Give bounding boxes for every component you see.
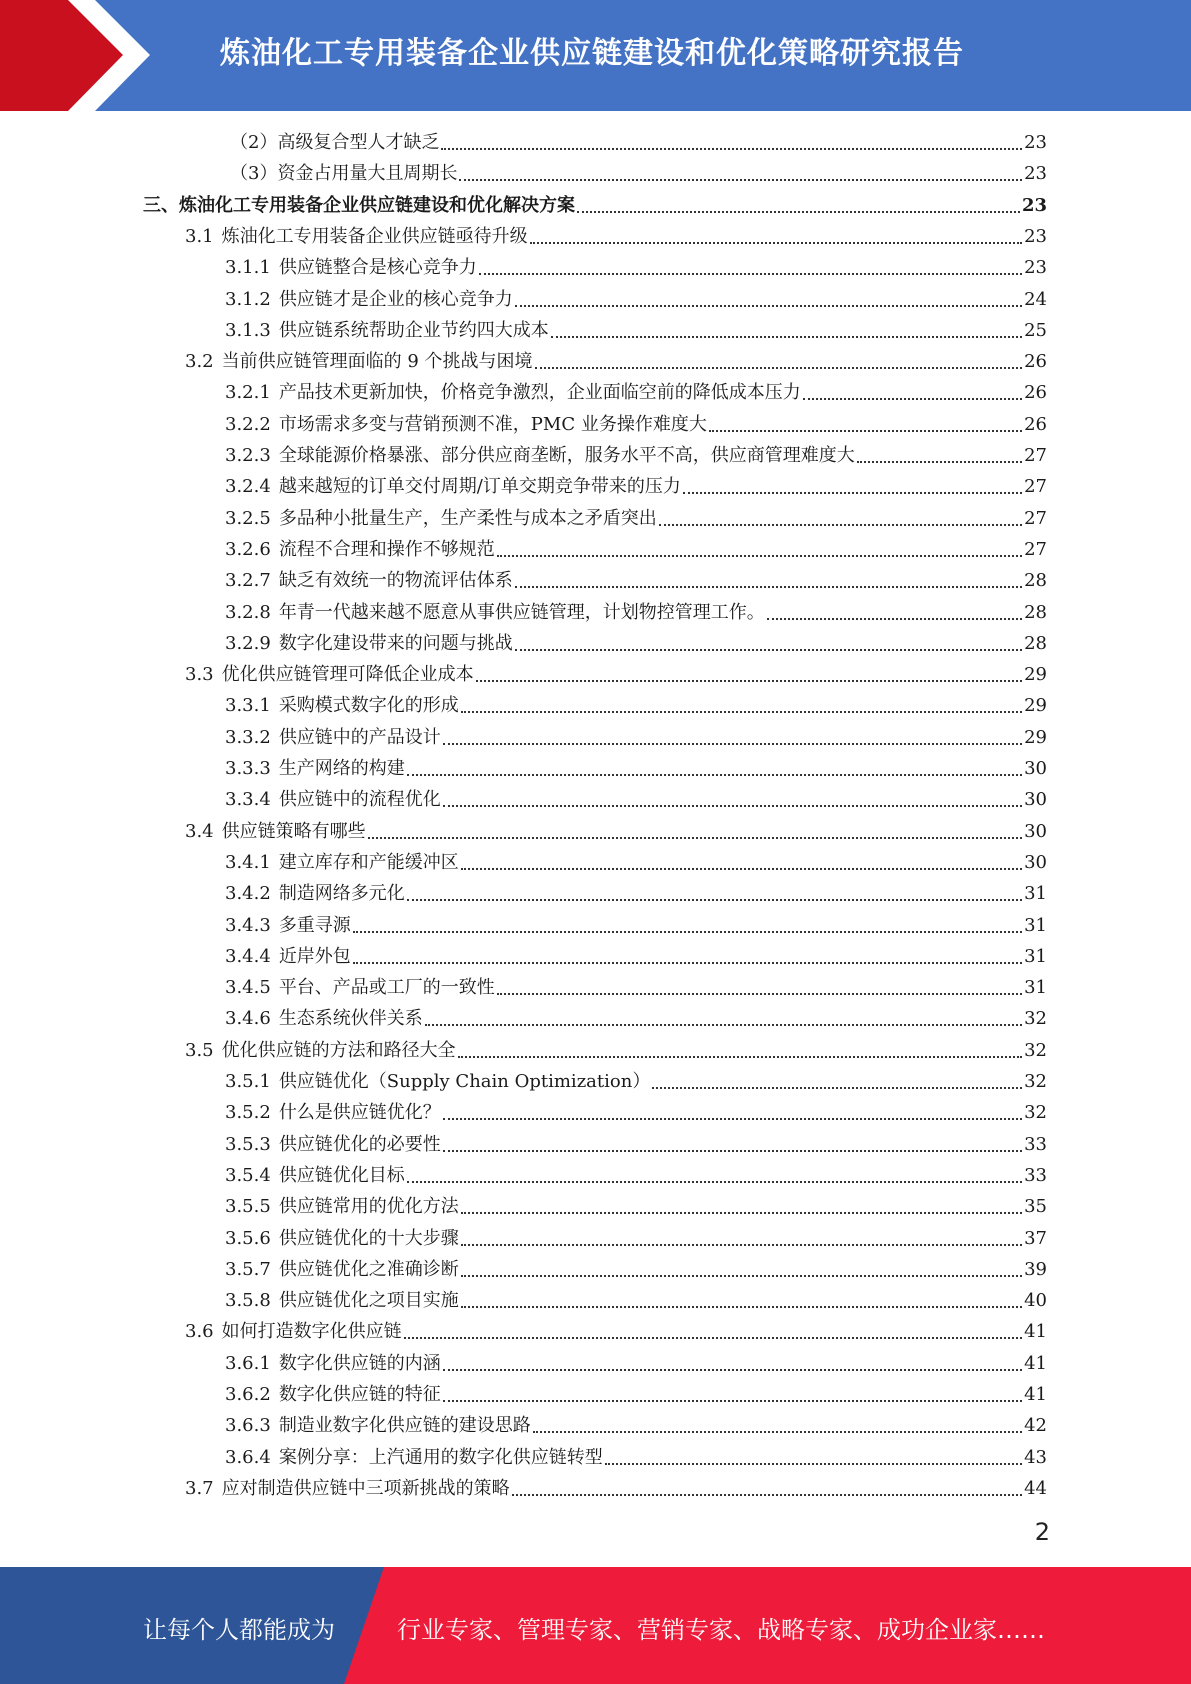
toc-dot-leader bbox=[479, 252, 1022, 283]
toc-entry-title: （3）资金占用量大且周期长 bbox=[230, 163, 458, 185]
toc-entry[interactable] bbox=[225, 941, 1047, 972]
toc-entry-number: 3.4.6 bbox=[225, 1008, 271, 1030]
toc-entry-title: 当前供应链管理面临的 9 个挑战与困境 bbox=[221, 351, 533, 373]
toc-entry-number: 3.2.2 bbox=[225, 413, 271, 435]
toc-dot-leader bbox=[857, 440, 1022, 471]
toc-dot-leader bbox=[368, 816, 1022, 847]
toc-entry-title: 炼油化工专用装备企业供应链亟待升级 bbox=[221, 225, 528, 247]
toc-entry-title: 优化供应链的方法和路径大全 bbox=[221, 1039, 456, 1061]
toc-entry-number: 3.3.2 bbox=[225, 726, 271, 748]
toc-entry-page: 30 bbox=[1024, 789, 1047, 811]
toc-entry[interactable] bbox=[225, 597, 1047, 628]
toc-entry-page: 32 bbox=[1024, 1039, 1047, 1061]
toc-entry-title: 平台、产品或工厂的一致性 bbox=[278, 977, 495, 999]
toc-entry[interactable] bbox=[230, 127, 1047, 158]
toc-entry-title: 应对制造供应链中三项新挑战的策略 bbox=[221, 1477, 510, 1499]
toc-entry[interactable] bbox=[225, 284, 1047, 315]
toc-entry-number: 3.5.2 bbox=[225, 1102, 271, 1124]
toc-entry-title: 如何打造数字化供应链 bbox=[221, 1321, 402, 1343]
toc-entry-title: 建立库存和产能缓冲区 bbox=[278, 851, 459, 873]
toc-entry[interactable] bbox=[225, 910, 1047, 941]
toc-entry-title: 采购模式数字化的形成 bbox=[278, 695, 459, 717]
toc-entry-page: 23 bbox=[1021, 194, 1047, 216]
toc-entry[interactable] bbox=[185, 816, 1047, 847]
toc-entry-number: 3.1 bbox=[185, 225, 214, 247]
toc-entry-page: 43 bbox=[1024, 1446, 1047, 1468]
toc-entry-page: 30 bbox=[1024, 758, 1047, 779]
toc-entry[interactable] bbox=[185, 1035, 1047, 1066]
toc-entry-number: 3.4 bbox=[185, 820, 214, 842]
toc-entry-title: 供应链系统帮助企业节约四大成本 bbox=[278, 319, 549, 341]
toc-entry-number: 3.5.7 bbox=[225, 1258, 271, 1280]
toc-dot-leader bbox=[476, 659, 1022, 690]
page-number: 2 bbox=[1034, 1518, 1050, 1546]
toc-entry[interactable] bbox=[225, 972, 1047, 1003]
toc-dot-leader bbox=[461, 1285, 1022, 1316]
toc-dot-leader bbox=[515, 284, 1022, 315]
toc-dot-leader bbox=[443, 1348, 1022, 1379]
toc-entry-title: 数字化供应链的特征 bbox=[278, 1384, 441, 1405]
toc-entry-page: 26 bbox=[1024, 382, 1047, 404]
toc-entry-page: 31 bbox=[1024, 914, 1047, 936]
toc-entry-title: 生产网络的构建 bbox=[278, 758, 405, 779]
toc-entry-number: 3.4.1 bbox=[225, 851, 271, 873]
toc-entry[interactable] bbox=[185, 1316, 1047, 1347]
toc-entry-page: 30 bbox=[1024, 851, 1047, 873]
toc-entry-number: 3.2.8 bbox=[225, 601, 271, 623]
toc-entry-page: 33 bbox=[1024, 1133, 1047, 1155]
toc-entry[interactable] bbox=[230, 158, 1047, 189]
toc-dot-leader bbox=[533, 1410, 1022, 1441]
toc-entry-page: 23 bbox=[1024, 257, 1047, 279]
toc-entry-title: 供应链整合是核心竞争力 bbox=[278, 257, 477, 279]
toc-entry-title: 三、炼油化工专用装备企业供应链建设和优化解决方案 bbox=[143, 194, 575, 216]
toc-entry-page: 33 bbox=[1024, 1164, 1047, 1186]
toc-entry[interactable] bbox=[225, 1129, 1047, 1160]
toc-entry-page: 26 bbox=[1024, 351, 1047, 373]
toc-entry-title: （2）高级复合型人才缺乏 bbox=[230, 132, 440, 153]
toc-entry-number: 3.2.5 bbox=[225, 507, 271, 529]
toc-entry[interactable] bbox=[225, 1379, 1047, 1410]
toc-entry-page: 39 bbox=[1024, 1258, 1047, 1280]
toc-entry-page: 35 bbox=[1024, 1196, 1047, 1218]
toc-entry-number: 3.5.4 bbox=[225, 1164, 271, 1186]
toc-entry-title: 供应链常用的优化方法 bbox=[278, 1196, 459, 1218]
toc-entry[interactable] bbox=[225, 1285, 1047, 1316]
toc-entry-page: 30 bbox=[1024, 820, 1047, 842]
toc-entry-page: 27 bbox=[1024, 476, 1047, 498]
toc-dot-leader bbox=[443, 784, 1022, 815]
page-footer bbox=[0, 1567, 1191, 1684]
toc-entry[interactable] bbox=[225, 409, 1047, 440]
toc-entry-title: 供应链中的产品设计 bbox=[278, 726, 441, 748]
toc-entry[interactable] bbox=[225, 534, 1047, 565]
toc-dot-leader bbox=[535, 346, 1023, 377]
page-header bbox=[0, 0, 1191, 111]
footer-slogan-left: 让每个人都能成为 bbox=[143, 1616, 335, 1644]
toc-entry-page: 29 bbox=[1024, 726, 1047, 748]
toc-entry-number: 3.2.4 bbox=[225, 476, 271, 498]
toc-dot-leader bbox=[407, 753, 1022, 784]
toc-entry-page: 27 bbox=[1024, 538, 1047, 560]
toc-entry[interactable] bbox=[225, 1160, 1047, 1191]
toc-entry[interactable] bbox=[225, 1097, 1047, 1128]
toc-entry-page: 28 bbox=[1024, 570, 1047, 592]
toc-dot-leader bbox=[443, 722, 1022, 753]
toc-dot-leader bbox=[407, 1160, 1022, 1191]
toc-entry[interactable] bbox=[225, 315, 1047, 346]
toc-dot-leader bbox=[461, 1223, 1022, 1254]
toc-entry[interactable] bbox=[185, 659, 1047, 690]
toc-entry[interactable] bbox=[225, 753, 1047, 784]
toc-entry-number: 3.4.5 bbox=[225, 977, 271, 999]
toc-entry-number: 3.5.1 bbox=[225, 1071, 271, 1092]
toc-entry-number: 3.3.3 bbox=[225, 758, 271, 779]
toc-entry-title: 近岸外包 bbox=[278, 945, 351, 967]
toc-entry[interactable] bbox=[225, 1254, 1047, 1285]
toc-entry[interactable] bbox=[225, 252, 1047, 283]
toc-entry-title: 多品种小批量生产，生产柔性与成本之矛盾突出 bbox=[278, 507, 657, 529]
toc-entry[interactable] bbox=[185, 221, 1047, 252]
toc-entry-title: 生态系统伙伴关系 bbox=[278, 1008, 423, 1030]
toc-entry[interactable] bbox=[225, 784, 1047, 815]
toc-dot-leader bbox=[459, 158, 1022, 189]
toc-entry-title: 供应链优化目标 bbox=[278, 1164, 405, 1186]
toc-entry-page: 27 bbox=[1024, 445, 1047, 466]
toc-entry-page: 37 bbox=[1024, 1227, 1047, 1249]
toc-entry-number: 3.2.3 bbox=[225, 445, 271, 466]
toc-entry-page: 31 bbox=[1024, 977, 1047, 999]
toc-entry[interactable] bbox=[225, 878, 1047, 909]
toc-entry-title: 供应链优化之项目实施 bbox=[278, 1290, 459, 1312]
toc-entry-number: 3.6 bbox=[185, 1321, 214, 1343]
toc-entry-number: 3.3.4 bbox=[225, 789, 271, 811]
toc-entry-title: 流程不合理和操作不够规范 bbox=[278, 538, 495, 560]
toc-entry-title: 数字化供应链的内涵 bbox=[278, 1352, 441, 1374]
toc-entry-number: 3.4.4 bbox=[225, 945, 271, 967]
toc-entry-title: 越来越短的订单交付周期/订单交期竞争带来的压力 bbox=[278, 476, 681, 498]
toc-entry-page: 23 bbox=[1024, 132, 1047, 153]
toc-entry[interactable] bbox=[225, 471, 1047, 502]
toc-entry-number: 3.5.6 bbox=[225, 1227, 271, 1249]
toc-dot-leader bbox=[605, 1442, 1022, 1473]
toc-entry[interactable] bbox=[225, 722, 1047, 753]
toc-dot-leader bbox=[443, 1097, 1022, 1128]
toc-entry-title: 数字化建设带来的问题与挑战 bbox=[278, 632, 513, 654]
toc-entry-page: 23 bbox=[1024, 163, 1047, 185]
toc-dot-leader bbox=[803, 377, 1022, 408]
toc-dot-leader bbox=[512, 1473, 1022, 1504]
toc-entry-title: 供应链优化的十大步骤 bbox=[278, 1227, 459, 1249]
toc-dot-leader bbox=[530, 221, 1022, 252]
toc-entry-number: 3.1.2 bbox=[225, 288, 271, 310]
toc-entry[interactable] bbox=[225, 440, 1047, 471]
toc-dot-leader bbox=[577, 190, 1020, 221]
toc-dot-leader bbox=[497, 972, 1022, 1003]
toc-entry-title: 全球能源价格暴涨、部分供应商垄断，服务水平不高，供应商管理难度大 bbox=[278, 445, 855, 466]
toc-dot-leader bbox=[407, 878, 1022, 909]
toc-entry-number: 3.6.2 bbox=[225, 1384, 271, 1405]
toc-entry-number: 3.6.3 bbox=[225, 1415, 271, 1437]
report-title: 炼油化工专用装备企业供应链建设和优化策略研究报告 bbox=[220, 36, 964, 71]
toc-dot-leader bbox=[652, 1066, 1022, 1097]
toc-entry[interactable] bbox=[225, 1191, 1047, 1222]
toc-entry[interactable] bbox=[225, 565, 1047, 596]
toc-entry[interactable] bbox=[225, 690, 1047, 721]
toc-entry-page: 25 bbox=[1024, 319, 1047, 341]
toc-entry-number: 3.3.1 bbox=[225, 695, 271, 717]
toc-dot-leader bbox=[767, 597, 1022, 628]
toc-entry-page: 24 bbox=[1024, 288, 1047, 310]
toc-dot-leader bbox=[404, 1316, 1022, 1347]
toc-entry-number: 3.3 bbox=[185, 664, 214, 686]
toc-entry-number: 3.2.9 bbox=[225, 632, 271, 654]
toc-entry-title: 供应链优化（Supply Chain Optimization） bbox=[278, 1071, 651, 1092]
toc-entry[interactable] bbox=[225, 1003, 1047, 1034]
toc-entry-title: 多重寻源 bbox=[278, 914, 351, 936]
toc-dot-leader bbox=[353, 941, 1022, 972]
toc-entry-title: 市场需求多变与营销预测不准，PMC 业务操作难度大 bbox=[278, 413, 707, 435]
toc-entry[interactable] bbox=[225, 1410, 1047, 1441]
toc-entry[interactable] bbox=[225, 628, 1047, 659]
toc-entry-page: 26 bbox=[1024, 413, 1047, 435]
toc-entry[interactable] bbox=[143, 190, 1047, 221]
toc-entry-number: 3.4.3 bbox=[225, 914, 271, 936]
toc-entry-number: 3.6.1 bbox=[225, 1352, 271, 1374]
toc-entry-number: 3.2.6 bbox=[225, 538, 271, 560]
toc-entry-page: 28 bbox=[1024, 632, 1047, 654]
toc-entry[interactable] bbox=[225, 503, 1047, 534]
toc-entry-title: 供应链中的流程优化 bbox=[278, 789, 441, 811]
toc-entry-title: 制造业数字化供应链的建设思路 bbox=[278, 1415, 531, 1437]
toc-entry[interactable] bbox=[225, 1442, 1047, 1473]
toc-entry-page: 42 bbox=[1024, 1415, 1047, 1437]
toc-entry-number: 3.5 bbox=[185, 1039, 214, 1061]
toc-entry-page: 31 bbox=[1024, 945, 1047, 967]
toc-entry-title: 供应链才是企业的核心竞争力 bbox=[278, 288, 513, 310]
toc-dot-leader bbox=[461, 847, 1022, 878]
toc-dot-leader bbox=[515, 565, 1022, 596]
toc-dot-leader bbox=[551, 315, 1022, 346]
toc-entry-title: 供应链策略有哪些 bbox=[221, 820, 366, 842]
toc-entry[interactable] bbox=[225, 847, 1047, 878]
toc-entry-page: 32 bbox=[1024, 1008, 1047, 1030]
toc-dot-leader bbox=[515, 628, 1022, 659]
toc-entry[interactable] bbox=[185, 346, 1047, 377]
toc-entry-title: 案例分享：上汽通用的数字化供应链转型 bbox=[278, 1446, 603, 1468]
toc-entry-page: 41 bbox=[1024, 1384, 1047, 1405]
toc-entry[interactable] bbox=[225, 377, 1047, 408]
toc-entry-number: 3.7 bbox=[185, 1477, 214, 1499]
toc-entry-title: 年青一代越来越不愿意从事供应链管理，计划物控管理工作。 bbox=[278, 601, 765, 623]
toc-entry-title: 供应链优化之准确诊断 bbox=[278, 1258, 459, 1280]
toc-entry-page: 32 bbox=[1024, 1102, 1047, 1124]
toc-entry-page: 41 bbox=[1024, 1321, 1047, 1343]
toc-entry-number: 3.1.1 bbox=[225, 257, 271, 279]
toc-entry-page: 32 bbox=[1024, 1071, 1047, 1092]
toc-entry-page: 29 bbox=[1024, 664, 1047, 686]
toc-entry-number: 3.1.3 bbox=[225, 319, 271, 341]
toc-dot-leader bbox=[443, 1129, 1022, 1160]
toc-dot-leader bbox=[425, 1003, 1022, 1034]
toc-entry-page: 40 bbox=[1024, 1290, 1047, 1312]
toc-entry-title: 优化供应链管理可降低企业成本 bbox=[221, 664, 474, 686]
toc-entry-number: 3.6.4 bbox=[225, 1446, 271, 1468]
toc-entry[interactable] bbox=[225, 1223, 1047, 1254]
toc-dot-leader bbox=[461, 1254, 1022, 1285]
toc-dot-leader bbox=[461, 1191, 1022, 1222]
toc-entry-page: 41 bbox=[1024, 1352, 1047, 1374]
toc-entry-title: 缺乏有效统一的物流评估体系 bbox=[278, 570, 513, 592]
toc-entry[interactable] bbox=[225, 1066, 1047, 1097]
toc-dot-leader bbox=[683, 471, 1022, 502]
toc-dot-leader bbox=[461, 690, 1022, 721]
toc-entry[interactable] bbox=[185, 1473, 1047, 1504]
toc-entry-page: 23 bbox=[1024, 225, 1047, 247]
toc-entry-number: 3.2 bbox=[185, 351, 214, 373]
toc-entry-number: 3.4.2 bbox=[225, 883, 271, 905]
toc-dot-leader bbox=[353, 910, 1022, 941]
toc-entry-page: 27 bbox=[1024, 507, 1047, 529]
toc-dot-leader bbox=[659, 503, 1022, 534]
footer-slogan-right: 行业专家、管理专家、营销专家、战略专家、成功企业家…… bbox=[397, 1616, 1045, 1644]
toc-entry-title: 什么是供应链优化？ bbox=[278, 1102, 441, 1124]
toc-entry-number: 3.2.7 bbox=[225, 570, 271, 592]
toc-entry[interactable] bbox=[225, 1348, 1047, 1379]
toc-entry-page: 31 bbox=[1024, 883, 1047, 905]
toc-entry-title: 产品技术更新加快，价格竞争激烈，企业面临空前的降低成本压力 bbox=[278, 382, 801, 404]
toc-dot-leader bbox=[709, 409, 1022, 440]
toc-entry-page: 44 bbox=[1024, 1477, 1047, 1499]
toc-entry-page: 28 bbox=[1024, 601, 1047, 623]
toc-entry-title: 制造网络多元化 bbox=[278, 883, 405, 905]
toc-entry-number: 3.5.3 bbox=[225, 1133, 271, 1155]
toc-entry-number: 3.5.8 bbox=[225, 1290, 271, 1312]
toc-dot-leader bbox=[458, 1035, 1022, 1066]
toc-entry-page: 29 bbox=[1024, 695, 1047, 717]
toc-dot-leader bbox=[497, 534, 1022, 565]
toc-dot-leader bbox=[443, 1379, 1022, 1410]
toc-entry-title: 供应链优化的必要性 bbox=[278, 1133, 441, 1155]
toc-dot-leader bbox=[441, 127, 1022, 158]
toc-entry-number: 3.2.1 bbox=[225, 382, 271, 404]
toc-entry-number: 3.5.5 bbox=[225, 1196, 271, 1218]
